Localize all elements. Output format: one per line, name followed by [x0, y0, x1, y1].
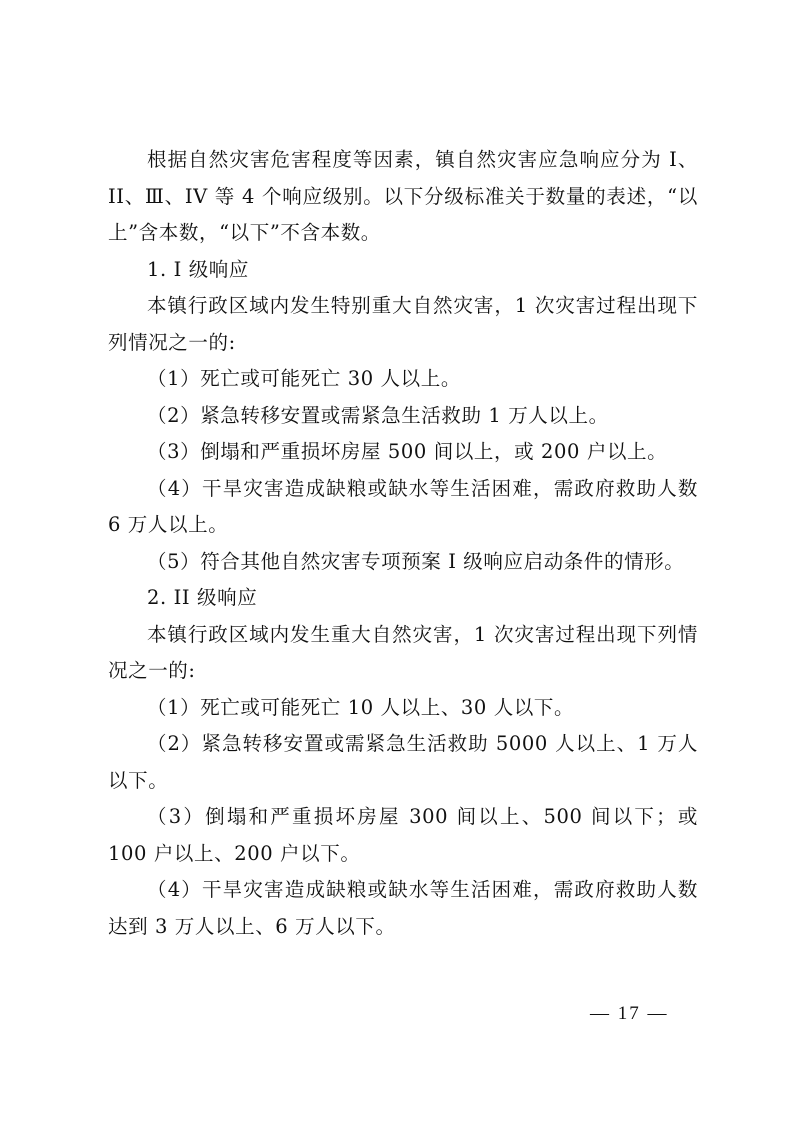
list-item: （4）干旱灾害造成缺粮或缺水等生活困难，需政府救助人数达到 3 万人以上、6 万人以下。 — [108, 878, 698, 938]
page-number: — 17 — — [590, 1003, 669, 1024]
list-item: （4）干旱灾害造成缺粮或缺水等生活困难，需政府救助人数 6 万人以上。 — [108, 476, 698, 536]
list-item: （5）符合其他自然灾害专项预案 I 级响应启动条件的情形。 — [147, 549, 685, 573]
list-item: （2）紧急转移安置或需紧急生活救助 5000 人以上、1 万人以下。 — [108, 732, 698, 792]
list-item: （3）倒塌和严重损坏房屋 300 间以上、500 间以下；或 100 户以上、200 户以下。 — [108, 805, 698, 865]
section-heading-level-1: 1. I 级响应 — [147, 257, 250, 281]
list-item: （1）死亡或可能死亡 30 人以上。 — [147, 367, 461, 390]
list-item: （1）死亡或可能死亡 10 人以上、30 人以下。 — [147, 695, 575, 719]
paragraph-intro: 根据自然灾害危害程度等因素，镇自然灾害应急响应分为 I、II、Ⅲ、IV 等 4 个响应级别。以下分级标准关于数量的表述，“以上”含本数，“以下”不含本数。 — [108, 148, 698, 244]
paragraph-level-1-condition: 本镇行政区域内发生特别重大自然灾害，1 次灾害过程出现下列情况之一的: — [108, 294, 698, 354]
list-item: （3）倒塌和严重损坏房屋 500 间以上，或 200 户以上。 — [147, 440, 668, 463]
paragraph-level-2-condition: 本镇行政区域内发生重大自然灾害，1 次灾害过程出现下列情况之一的: — [108, 622, 698, 682]
list-item: （2）紧急转移安置或需紧急生活救助 1 万人以上。 — [147, 403, 609, 427]
section-heading-level-2: 2. II 级响应 — [147, 586, 258, 609]
document-body — [108, 142, 698, 945]
